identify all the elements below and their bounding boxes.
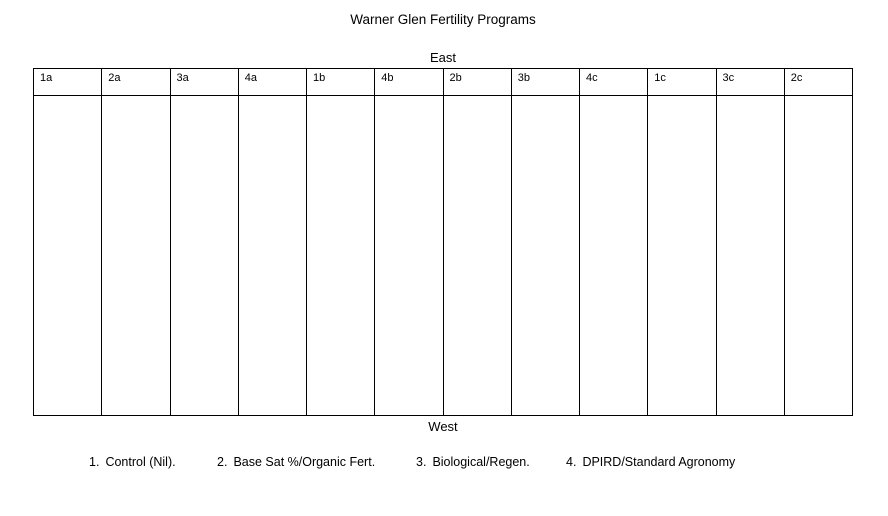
east-label: East xyxy=(429,50,456,65)
plot-label: 4b xyxy=(375,69,443,96)
legend-number: 2. xyxy=(217,455,228,469)
plot-cell xyxy=(307,96,375,416)
west-label: West xyxy=(428,419,458,434)
plot-cell xyxy=(375,96,443,416)
plot-cell xyxy=(716,96,784,416)
plot-header-row xyxy=(34,69,853,96)
plot-cell xyxy=(34,96,102,416)
plot-cell xyxy=(511,96,579,416)
plot-cell xyxy=(784,96,852,416)
plot-label: 1c xyxy=(648,69,716,96)
legend-text: Control (Nil). xyxy=(105,455,176,469)
plot-label: 2a xyxy=(102,69,170,96)
legend-text: DPIRD/Standard Agronomy xyxy=(582,455,736,469)
plot-cell xyxy=(648,96,716,416)
legend-text: Base Sat %/Organic Fert. xyxy=(233,455,376,469)
plot-cell xyxy=(443,96,511,416)
legend-item-dpird xyxy=(566,455,735,469)
legend-item-biological xyxy=(416,455,530,469)
plot-label: 4a xyxy=(238,69,306,96)
page-title: Warner Glen Fertility Programs xyxy=(350,12,536,27)
legend-number: 1. xyxy=(89,455,100,469)
legend-item-base-sat xyxy=(217,455,375,469)
plot-cell xyxy=(238,96,306,416)
plot-layout-table xyxy=(33,68,853,416)
plot-body-row xyxy=(34,96,853,416)
legend-number: 3. xyxy=(416,455,427,469)
plot-label: 3c xyxy=(716,69,784,96)
plot-cell xyxy=(170,96,238,416)
legend-text: Biological/Regen. xyxy=(432,455,530,469)
plot-label: 2c xyxy=(784,69,852,96)
plot-cell xyxy=(580,96,648,416)
plot-label: 4c xyxy=(580,69,648,96)
plot-label: 3a xyxy=(170,69,238,96)
legend-item-control xyxy=(89,455,176,469)
legend-number: 4. xyxy=(566,455,577,469)
plot-label: 3b xyxy=(511,69,579,96)
plot-label: 2b xyxy=(443,69,511,96)
plot-label: 1a xyxy=(34,69,102,96)
plot-cell xyxy=(102,96,170,416)
plot-label: 1b xyxy=(307,69,375,96)
